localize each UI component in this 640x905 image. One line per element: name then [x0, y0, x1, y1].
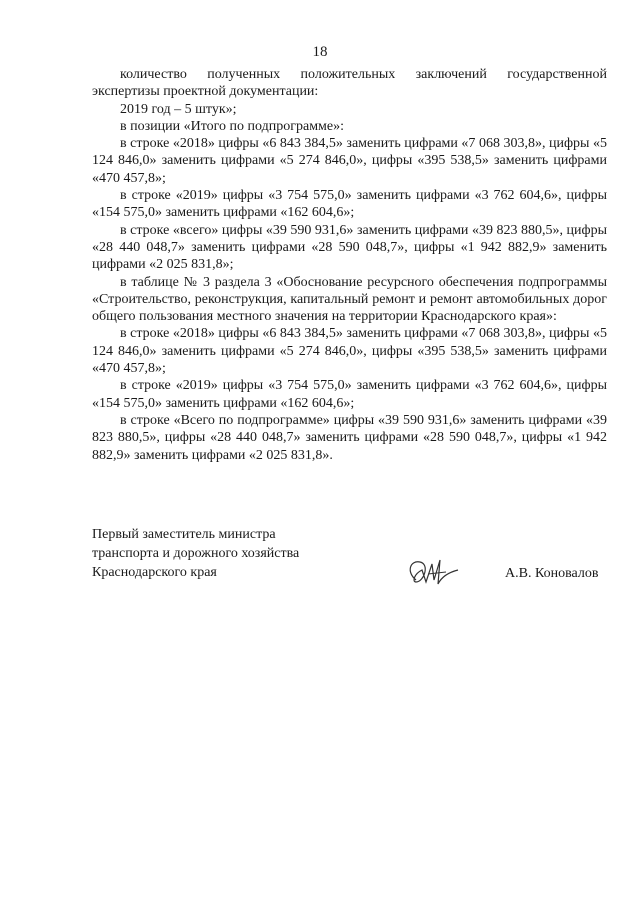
page-number: 18: [312, 44, 328, 60]
document-body: [92, 66, 607, 464]
paragraph: в строке «всего» цифры «39 590 931,6» заменить цифрами «39 823 880,5», цифры «28 440 048,7» заменить цифрами «28 590 048,7», цифры «1 942 882,9» заменить цифрами «2 025 831,8»;: [92, 222, 607, 273]
paragraph: в строке «2019» цифры «3 754 575,0» заменить цифрами «3 762 604,6», цифры «154 575,0» заменить цифрами «162 604,6»;: [92, 188, 607, 221]
paragraph: в строке «Всего по подпрограмме» цифры «39 590 931,6» заменить цифрами «39 823 880,5», цифры «28 440 048,7» заменить цифрами «28 590 048,7», цифры «1 942 882,9» заменить цифрами «2 025 831,8».: [92, 412, 607, 463]
signatory-title-line: транспорта и дорожного хозяйства: [92, 546, 300, 561]
paragraph: в таблице № 3 раздела 3 «Обоснование ресурсного обеспечения подпрограммы «Строительство, реконструкция, капитальный ремонт и ремонт автомобильных дорог общего пользования местного значения на территории Краснодарского края»:: [92, 274, 607, 325]
signatory-title-line: Краснодарского края: [92, 565, 217, 580]
paragraph: количество полученных положительных заключений государственной экспертизы проектной документации:: [92, 67, 607, 100]
paragraph: в строке «2019» цифры «3 754 575,0» заменить цифрами «3 762 604,6», цифры «154 575,0» заменить цифрами «162 604,6»;: [92, 378, 607, 411]
signatory-title-line: Первый заместитель министра: [92, 527, 276, 542]
paragraph: в строке «2018» цифры «6 843 384,5» заменить цифрами «7 068 303,8», цифры «5 124 846,0» заменить цифрами «5 274 846,0», цифры «395 538,5» заменить цифрами «470 457,8»;: [92, 326, 607, 377]
paragraph: 2019 год – 5 штук»;: [120, 101, 237, 117]
paragraph: в строке «2018» цифры «6 843 384,5» заменить цифрами «7 068 303,8», цифры «5 124 846,0» заменить цифрами «5 274 846,0», цифры «395 538,5» заменить цифрами «470 457,8»;: [92, 136, 607, 186]
signatory-name: А.В. Коновалов: [505, 566, 599, 581]
handwritten-signature: [402, 552, 462, 592]
paragraph: в позиции «Итого по подпрограмме»:: [120, 118, 345, 134]
signature-block: [92, 525, 299, 582]
